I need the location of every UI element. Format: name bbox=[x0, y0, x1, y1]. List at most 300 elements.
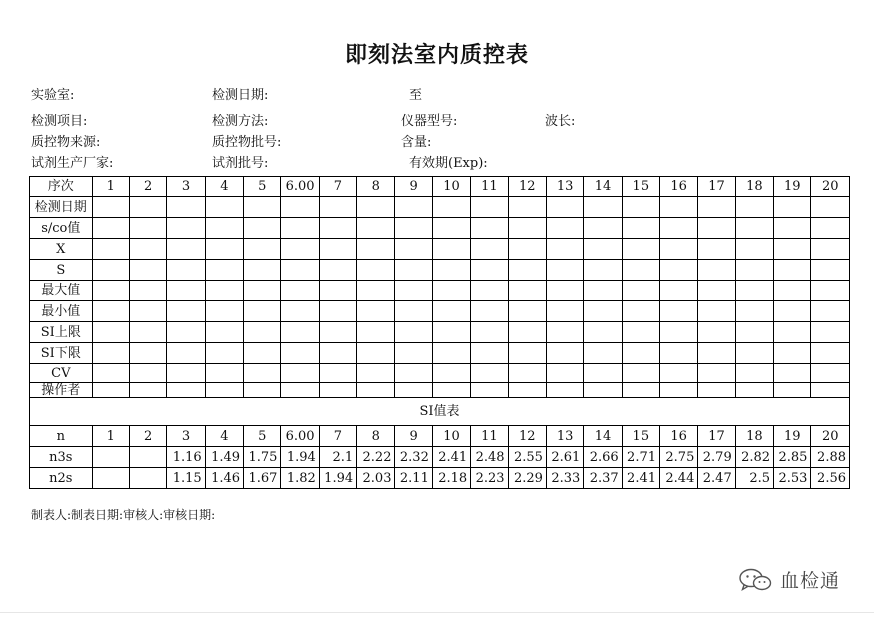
table-cell bbox=[811, 301, 850, 322]
table-cell bbox=[432, 197, 470, 218]
table-cell bbox=[811, 343, 850, 364]
table-cell bbox=[244, 281, 281, 301]
table-cell bbox=[244, 343, 281, 364]
table-cell bbox=[432, 343, 470, 364]
row-label: 最大值 bbox=[30, 281, 93, 301]
table-cell bbox=[395, 281, 432, 301]
reagent-maker-label: 试剂生产厂家: bbox=[31, 156, 114, 171]
table-cell bbox=[129, 301, 166, 322]
reagent-lot-label: 试剂批号: bbox=[212, 156, 269, 171]
column-header: 11 bbox=[471, 177, 508, 197]
table-cell bbox=[395, 218, 432, 239]
si-value-cell: 1.16 bbox=[167, 447, 205, 468]
table-cell bbox=[508, 383, 546, 398]
table-cell bbox=[660, 218, 698, 239]
column-header: 7 bbox=[319, 426, 356, 447]
footer-signatures: 制表人:制表日期:审核人:审核日期: bbox=[31, 508, 216, 522]
si-value-cell: 1.75 bbox=[244, 447, 281, 468]
table-cell bbox=[811, 239, 850, 260]
table-cell bbox=[357, 364, 395, 383]
table-cell bbox=[584, 197, 622, 218]
si-value-cell: 2.85 bbox=[774, 447, 811, 468]
table-row bbox=[30, 281, 850, 301]
column-header: 8 bbox=[357, 426, 395, 447]
table-cell bbox=[660, 383, 698, 398]
column-header: 6.00 bbox=[281, 426, 319, 447]
si-value-cell bbox=[92, 447, 129, 468]
column-header: 2 bbox=[129, 177, 166, 197]
table-cell bbox=[319, 260, 356, 281]
main-header-row bbox=[30, 177, 850, 197]
table-cell bbox=[584, 218, 622, 239]
column-header: 8 bbox=[357, 177, 395, 197]
table-cell bbox=[508, 301, 546, 322]
table-cell bbox=[244, 218, 281, 239]
table-row bbox=[30, 322, 850, 343]
table-cell bbox=[774, 383, 811, 398]
table-cell bbox=[698, 281, 735, 301]
table-cell bbox=[584, 322, 622, 343]
table-cell bbox=[129, 383, 166, 398]
table-cell bbox=[244, 322, 281, 343]
table-cell bbox=[622, 281, 659, 301]
si-value-cell: 2.88 bbox=[811, 447, 850, 468]
table-cell bbox=[357, 322, 395, 343]
table-cell bbox=[395, 343, 432, 364]
si-value-cell: 1.67 bbox=[244, 468, 281, 489]
table-cell bbox=[319, 197, 356, 218]
si-value-cell: 2.41 bbox=[432, 447, 470, 468]
table-cell bbox=[774, 301, 811, 322]
table-cell bbox=[167, 301, 205, 322]
table-cell bbox=[546, 301, 583, 322]
wavelength-label: 波长: bbox=[545, 114, 576, 129]
table-cell bbox=[811, 260, 850, 281]
table-cell bbox=[774, 322, 811, 343]
row-label: S bbox=[30, 260, 93, 281]
table-cell bbox=[167, 322, 205, 343]
table-cell bbox=[319, 322, 356, 343]
table-cell bbox=[471, 383, 508, 398]
table-cell bbox=[167, 260, 205, 281]
table-cell bbox=[471, 218, 508, 239]
si-value-cell: 2.03 bbox=[357, 468, 395, 489]
table-cell bbox=[698, 383, 735, 398]
si-value-cell: 2.18 bbox=[432, 468, 470, 489]
table-cell bbox=[167, 281, 205, 301]
si-value-cell: 2.44 bbox=[660, 468, 698, 489]
table-cell bbox=[432, 239, 470, 260]
table-cell bbox=[735, 343, 773, 364]
table-cell bbox=[357, 301, 395, 322]
table-cell bbox=[167, 197, 205, 218]
table-cell bbox=[319, 301, 356, 322]
si-value-cell: 2.41 bbox=[622, 468, 659, 489]
row-label: 检测日期 bbox=[30, 197, 93, 218]
table-cell bbox=[471, 343, 508, 364]
table-cell bbox=[584, 260, 622, 281]
table-cell bbox=[622, 322, 659, 343]
column-header: 4 bbox=[205, 177, 243, 197]
table-cell bbox=[546, 218, 583, 239]
table-cell bbox=[432, 364, 470, 383]
table-cell bbox=[622, 383, 659, 398]
table-cell bbox=[432, 281, 470, 301]
table-cell bbox=[129, 322, 166, 343]
table-cell bbox=[432, 383, 470, 398]
table-cell bbox=[660, 364, 698, 383]
table-cell bbox=[735, 383, 773, 398]
table-cell bbox=[319, 383, 356, 398]
table-cell bbox=[811, 218, 850, 239]
table-cell bbox=[129, 218, 166, 239]
row-label: SI上限 bbox=[30, 322, 93, 343]
column-header: 18 bbox=[735, 177, 773, 197]
table-cell bbox=[471, 364, 508, 383]
table-row bbox=[30, 383, 850, 398]
table-cell bbox=[471, 239, 508, 260]
table-cell bbox=[622, 301, 659, 322]
table-cell bbox=[92, 197, 129, 218]
table-cell bbox=[660, 260, 698, 281]
column-header: 9 bbox=[395, 426, 432, 447]
si-value-cell: 2.79 bbox=[698, 447, 735, 468]
table-cell bbox=[167, 364, 205, 383]
table-cell bbox=[244, 197, 281, 218]
table-cell bbox=[660, 281, 698, 301]
table-cell bbox=[205, 218, 243, 239]
row-label: X bbox=[30, 239, 93, 260]
table-cell bbox=[735, 322, 773, 343]
table-cell bbox=[357, 218, 395, 239]
si-value-cell: 2.22 bbox=[357, 447, 395, 468]
table-cell bbox=[395, 383, 432, 398]
table-cell bbox=[92, 239, 129, 260]
table-cell bbox=[774, 281, 811, 301]
table-cell bbox=[622, 260, 659, 281]
table-cell bbox=[244, 383, 281, 398]
table-cell bbox=[584, 383, 622, 398]
si-value-cell: 1.15 bbox=[167, 468, 205, 489]
table-cell bbox=[660, 239, 698, 260]
column-header: 18 bbox=[735, 426, 773, 447]
si-value-cell: 2.82 bbox=[735, 447, 773, 468]
column-header: 13 bbox=[546, 426, 583, 447]
test-date-label: 检测日期: bbox=[212, 88, 269, 103]
table-cell bbox=[432, 260, 470, 281]
table-cell bbox=[319, 239, 356, 260]
table-cell bbox=[205, 281, 243, 301]
table-cell bbox=[698, 260, 735, 281]
si-value-cell: 2.33 bbox=[546, 468, 583, 489]
table-cell bbox=[319, 343, 356, 364]
table-cell bbox=[92, 218, 129, 239]
table-cell bbox=[281, 197, 319, 218]
table-cell bbox=[357, 239, 395, 260]
table-cell bbox=[167, 239, 205, 260]
table-cell bbox=[205, 343, 243, 364]
table-cell bbox=[395, 364, 432, 383]
table-cell bbox=[395, 301, 432, 322]
table-cell bbox=[584, 281, 622, 301]
column-header: 1 bbox=[92, 177, 129, 197]
table-cell bbox=[508, 364, 546, 383]
table-cell bbox=[811, 364, 850, 383]
si-value-cell: 2.5 bbox=[735, 468, 773, 489]
si-value-cell: 2.55 bbox=[508, 447, 546, 468]
table-cell bbox=[471, 301, 508, 322]
si-value-cell: 1.49 bbox=[205, 447, 243, 468]
column-header: 6.00 bbox=[281, 177, 319, 197]
table-cell bbox=[622, 364, 659, 383]
table-cell bbox=[281, 239, 319, 260]
si-value-cell: 2.1 bbox=[319, 447, 356, 468]
table-cell bbox=[698, 343, 735, 364]
si-value-cell: 2.47 bbox=[698, 468, 735, 489]
column-header: 5 bbox=[244, 426, 281, 447]
si-title-row bbox=[30, 398, 850, 426]
table-cell bbox=[508, 218, 546, 239]
table-cell bbox=[129, 260, 166, 281]
column-header: 13 bbox=[546, 177, 583, 197]
date-to-label: 至 bbox=[409, 88, 423, 103]
table-cell bbox=[508, 197, 546, 218]
table-cell bbox=[92, 364, 129, 383]
table-cell bbox=[774, 239, 811, 260]
si-value-cell: 2.32 bbox=[395, 447, 432, 468]
watermark-text: 血检通 bbox=[780, 570, 841, 592]
table-cell bbox=[546, 239, 583, 260]
table-cell bbox=[546, 260, 583, 281]
table-cell bbox=[129, 197, 166, 218]
table-cell bbox=[281, 281, 319, 301]
column-header: 3 bbox=[167, 426, 205, 447]
table-cell bbox=[281, 343, 319, 364]
column-header: 14 bbox=[584, 426, 622, 447]
column-header: 17 bbox=[698, 426, 735, 447]
table-cell bbox=[471, 322, 508, 343]
si-value-cell: 2.11 bbox=[395, 468, 432, 489]
table-cell bbox=[508, 343, 546, 364]
instrument-model-label: 仪器型号: bbox=[401, 114, 458, 129]
table-cell bbox=[546, 281, 583, 301]
table-cell bbox=[244, 260, 281, 281]
si-header-label: n bbox=[30, 426, 93, 447]
test-item-label: 检测项目: bbox=[31, 114, 88, 129]
table-cell bbox=[281, 322, 319, 343]
table-cell bbox=[698, 364, 735, 383]
table-cell bbox=[508, 281, 546, 301]
table-cell bbox=[205, 322, 243, 343]
si-value-cell: 2.61 bbox=[546, 447, 583, 468]
row-label: 最小值 bbox=[30, 301, 93, 322]
table-cell bbox=[622, 239, 659, 260]
table-cell bbox=[281, 260, 319, 281]
table-cell bbox=[92, 322, 129, 343]
table-cell bbox=[167, 343, 205, 364]
table-cell bbox=[432, 322, 470, 343]
si-header-row bbox=[30, 426, 850, 447]
table-cell bbox=[735, 301, 773, 322]
qc-table bbox=[29, 176, 850, 489]
table-cell bbox=[774, 364, 811, 383]
table-cell bbox=[129, 364, 166, 383]
column-header: 4 bbox=[205, 426, 243, 447]
row-label: s/co值 bbox=[30, 218, 93, 239]
column-header: 16 bbox=[660, 426, 698, 447]
table-cell bbox=[357, 197, 395, 218]
column-header: 5 bbox=[244, 177, 281, 197]
si-value-cell: 2.37 bbox=[584, 468, 622, 489]
table-cell bbox=[698, 197, 735, 218]
page-title: 即刻法室内质控表 bbox=[344, 43, 529, 68]
table-cell bbox=[698, 239, 735, 260]
table-row bbox=[30, 364, 850, 383]
table-cell bbox=[546, 383, 583, 398]
column-header: 19 bbox=[774, 426, 811, 447]
table-cell bbox=[395, 322, 432, 343]
column-header: 10 bbox=[432, 177, 470, 197]
table-cell bbox=[660, 197, 698, 218]
table-cell bbox=[735, 218, 773, 239]
table-cell bbox=[357, 343, 395, 364]
column-header: 9 bbox=[395, 177, 432, 197]
table-cell bbox=[92, 343, 129, 364]
si-value-cell: 2.48 bbox=[471, 447, 508, 468]
content-label: 含量: bbox=[401, 135, 432, 150]
table-cell bbox=[698, 301, 735, 322]
table-cell bbox=[584, 301, 622, 322]
table-cell bbox=[735, 239, 773, 260]
table-cell bbox=[92, 281, 129, 301]
watermark bbox=[738, 566, 840, 593]
si-table-title: SI值表 bbox=[30, 398, 850, 426]
si-value-cell bbox=[129, 447, 166, 468]
table-cell bbox=[395, 239, 432, 260]
table-cell bbox=[432, 301, 470, 322]
table-cell bbox=[508, 260, 546, 281]
table-cell bbox=[357, 260, 395, 281]
table-cell bbox=[432, 218, 470, 239]
table-cell bbox=[811, 281, 850, 301]
table-cell bbox=[698, 322, 735, 343]
table-cell bbox=[660, 301, 698, 322]
column-header: 20 bbox=[811, 177, 850, 197]
table-cell bbox=[395, 260, 432, 281]
table-cell bbox=[129, 239, 166, 260]
test-method-label: 检测方法: bbox=[212, 114, 269, 129]
table-cell bbox=[546, 197, 583, 218]
si-value-cell: 2.71 bbox=[622, 447, 659, 468]
wechat-icon bbox=[738, 567, 774, 593]
table-cell bbox=[281, 383, 319, 398]
si-value-cell bbox=[92, 468, 129, 489]
si-value-cell bbox=[129, 468, 166, 489]
table-cell bbox=[508, 239, 546, 260]
table-cell bbox=[660, 322, 698, 343]
table-cell bbox=[774, 197, 811, 218]
column-header: 15 bbox=[622, 426, 659, 447]
si-value-cell: 2.23 bbox=[471, 468, 508, 489]
table-cell bbox=[205, 197, 243, 218]
table-cell bbox=[584, 364, 622, 383]
si-value-cell: 1.46 bbox=[205, 468, 243, 489]
table-cell bbox=[735, 281, 773, 301]
table-cell bbox=[92, 260, 129, 281]
row-label: SI下限 bbox=[30, 343, 93, 364]
column-header: 10 bbox=[432, 426, 470, 447]
table-row bbox=[30, 239, 850, 260]
table-cell bbox=[244, 364, 281, 383]
table-row bbox=[30, 197, 850, 218]
table-cell bbox=[129, 343, 166, 364]
table-cell bbox=[622, 218, 659, 239]
table-cell bbox=[774, 343, 811, 364]
column-header: 12 bbox=[508, 426, 546, 447]
table-cell bbox=[735, 197, 773, 218]
column-header: 14 bbox=[584, 177, 622, 197]
table-cell bbox=[546, 364, 583, 383]
table-cell bbox=[167, 218, 205, 239]
table-cell bbox=[471, 197, 508, 218]
si-value-cell: 1.94 bbox=[319, 468, 356, 489]
si-value-cell: 1.94 bbox=[281, 447, 319, 468]
table-cell bbox=[811, 197, 850, 218]
qc-lot-label: 质控物批号: bbox=[212, 135, 282, 150]
si-value-cell: 2.53 bbox=[774, 468, 811, 489]
table-row bbox=[30, 218, 850, 239]
table-cell bbox=[698, 218, 735, 239]
table-cell bbox=[546, 322, 583, 343]
table-cell bbox=[546, 343, 583, 364]
si-row bbox=[30, 468, 850, 489]
expiry-label: 有效期(Exp): bbox=[409, 156, 488, 171]
table-cell bbox=[281, 301, 319, 322]
table-cell bbox=[357, 383, 395, 398]
row-label: n2s bbox=[30, 468, 93, 489]
table-cell bbox=[205, 301, 243, 322]
si-value-cell: 1.82 bbox=[281, 468, 319, 489]
table-row bbox=[30, 343, 850, 364]
table-cell bbox=[660, 343, 698, 364]
table-row bbox=[30, 260, 850, 281]
column-header: 20 bbox=[811, 426, 850, 447]
table-cell bbox=[319, 281, 356, 301]
column-header: 7 bbox=[319, 177, 356, 197]
column-header: 19 bbox=[774, 177, 811, 197]
column-header: 17 bbox=[698, 177, 735, 197]
table-cell bbox=[357, 281, 395, 301]
table-cell bbox=[622, 343, 659, 364]
table-cell bbox=[205, 239, 243, 260]
table-cell bbox=[584, 343, 622, 364]
table-cell bbox=[244, 239, 281, 260]
si-value-cell: 2.29 bbox=[508, 468, 546, 489]
table-cell bbox=[774, 260, 811, 281]
column-header: 16 bbox=[660, 177, 698, 197]
row-label: 操作者 bbox=[30, 383, 93, 398]
table-cell bbox=[774, 218, 811, 239]
column-header: 11 bbox=[471, 426, 508, 447]
column-header: 15 bbox=[622, 177, 659, 197]
table-cell bbox=[471, 260, 508, 281]
table-cell bbox=[508, 322, 546, 343]
table-cell bbox=[811, 383, 850, 398]
row-label: n3s bbox=[30, 447, 93, 468]
si-value-cell: 2.66 bbox=[584, 447, 622, 468]
table-row bbox=[30, 301, 850, 322]
column-header: 12 bbox=[508, 177, 546, 197]
